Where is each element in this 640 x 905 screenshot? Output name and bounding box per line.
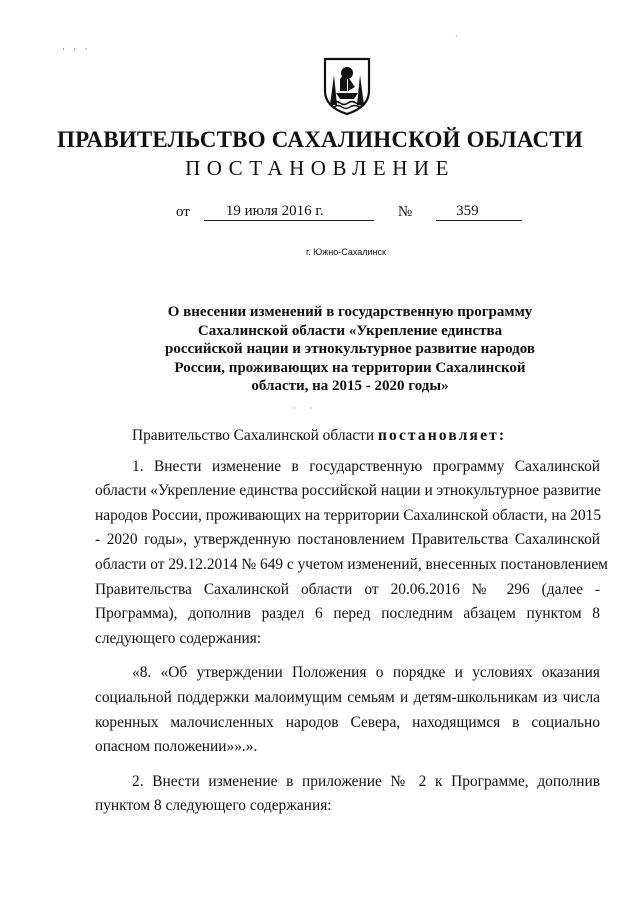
document-title bbox=[140, 303, 560, 396]
paragraph-line: области от 29.12.2014 № 649 с учетом изменений, внесенных постановлением bbox=[95, 555, 608, 573]
scan-artifact: · bbox=[455, 32, 458, 41]
paragraph-line: - 2020 годы», утвержденную постановлением Правительства Сахалинской bbox=[95, 531, 600, 549]
number-label: № bbox=[397, 204, 413, 220]
document-type: ПОСТАНОВЛЕНИЕ bbox=[185, 156, 455, 180]
paragraph-1 bbox=[95, 455, 608, 652]
preamble-text: Правительство Сахалинской области bbox=[132, 427, 378, 444]
title-line: российской нации и этнокультурное развитие народов bbox=[165, 341, 535, 357]
title-line: области, на 2015 - 2020 годы» bbox=[251, 378, 449, 394]
paragraph-line: пунктом 8 следующего содержания: bbox=[95, 797, 332, 815]
scan-artifact: · · · bbox=[62, 44, 91, 54]
registration-line bbox=[176, 203, 522, 221]
paragraph-line: 1. Внести изменение в государственную программу Сахалинской bbox=[132, 457, 600, 475]
scan-artifact: · · bbox=[293, 404, 319, 413]
city-label: г. Южно-Сахалинск bbox=[306, 247, 386, 257]
preamble-keyword: постановляет: bbox=[377, 427, 507, 444]
paragraph-line: Правительства Сахалинской области от 20.06.2016 № 296 (далее - bbox=[95, 580, 600, 598]
paragraph-quoted-item bbox=[95, 661, 600, 759]
document-number: 359 bbox=[436, 203, 522, 221]
title-line: О внесении изменений в государственную программу bbox=[167, 304, 533, 320]
coat-of-arms-emblem bbox=[322, 57, 372, 115]
document-date: 19 июля 2016 г. bbox=[204, 203, 374, 221]
paragraph-line: коренных малочисленных народов Севера, находящимся в социально bbox=[95, 713, 600, 731]
paragraph-line: социальной поддержки малоимущим семьям и детям-школьникам из числа bbox=[95, 688, 600, 706]
title-line: России, проживающих на территории Сахалинской bbox=[174, 359, 526, 376]
document-body bbox=[95, 424, 608, 819]
paragraph-line: «8. «Об утверждении Положения о порядке и условиях оказания bbox=[132, 664, 600, 682]
preamble-paragraph bbox=[95, 424, 600, 449]
paragraph-line: 2. Внести изменение в приложение № 2 к Программе, дополнив bbox=[132, 772, 600, 790]
paragraph-line: области «Укрепление единства российской нации и этнокультурное развитие bbox=[95, 482, 601, 500]
paragraph-line: Программа), дополнив раздел 6 перед последним абзацем пунктом 8 bbox=[95, 605, 600, 623]
paragraph-2 bbox=[95, 770, 600, 819]
from-label: от bbox=[176, 204, 190, 220]
title-line: Сахалинской области «Укрепление единства bbox=[197, 322, 503, 339]
organization-name: ПРАВИТЕЛЬСТВО САХАЛИНСКОЙ ОБЛАСТИ bbox=[57, 127, 583, 152]
paragraph-line: опасном положении»».». bbox=[95, 738, 258, 756]
paragraph-line: народов России, проживающих на территории Сахалинской области, на 2015 bbox=[95, 506, 602, 524]
paragraph-line: следующего содержания: bbox=[95, 629, 262, 647]
